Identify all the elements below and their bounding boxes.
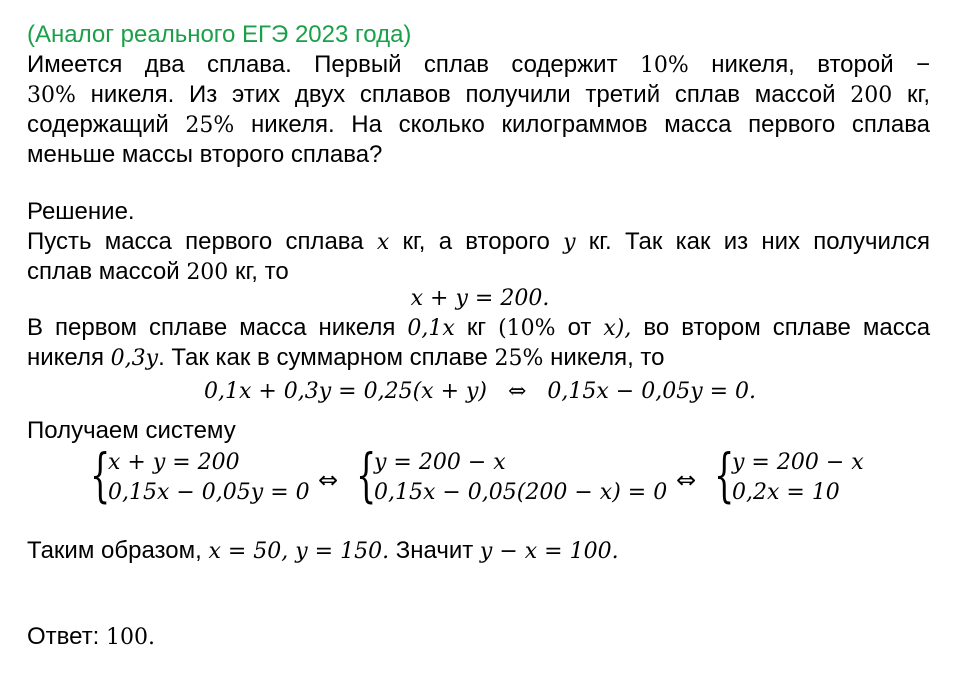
system-1-eq-1: x + y = 200 (108, 450, 240, 475)
answer: Ответ: 100. (27, 623, 156, 650)
answer-value: 100. (106, 625, 156, 650)
system-2 (356, 441, 676, 512)
equivalence-symbol: ⇔ (676, 466, 697, 494)
page-title: (Аналог реального ЕГЭ 2023 года) (27, 21, 412, 48)
equation-nickel: 0,1x + 0,3y = 0,25(x + y) ⇔ 0,15x − 0,05y = 0. (203, 379, 757, 404)
problem-line-2: 30% никеля. Из этих двух сплавов получили третий сплав массой 200 кг, (27, 81, 931, 108)
system-3-eq-1: y = 200 − x (732, 450, 864, 475)
equivalence-symbol: ⇔ (318, 466, 339, 494)
system-3-eq-2: 0,2x = 10 (732, 480, 840, 505)
solution-line-3: В первом сплаве масса никеля 0,1x кг (10% от x), во втором сплаве масса (27, 314, 931, 341)
solution-line-2: сплав массой 200 кг, то (27, 258, 289, 285)
problem-line-1: Имеется два сплава. Первый сплав содержит 10% никеля, второй − (27, 51, 930, 78)
problem-line-3: содержащий 25% никеля. На сколько килограммов масса первого сплава (27, 111, 931, 138)
system-2-eq-2: 0,15x − 0,05(200 − x) = 0 (374, 480, 668, 505)
equation-sum: x + y = 200. (410, 286, 550, 311)
conclusion: Таким образом, x = 50, y = 150. Значит y − x = 100. (27, 537, 619, 564)
system-1 (90, 441, 320, 512)
system-1-eq-2: 0,15x − 0,05y = 0 (108, 480, 310, 505)
brace-icon: { (356, 441, 377, 509)
brace-icon: { (714, 441, 735, 509)
solution-line-4: никеля 0,3y. Так как в суммарном сплаве 25% никеля, то (27, 344, 665, 371)
problem-line-4: меньше массы второго сплава? (27, 141, 383, 168)
solution-heading: Решение. (27, 198, 135, 225)
system-intro: Получаем систему (27, 417, 236, 444)
solution-line-1: Пусть масса первого сплава x кг, а второго y кг. Так как из них получился (27, 228, 930, 255)
system-3 (714, 441, 914, 512)
system-2-eq-1: y = 200 − x (374, 450, 506, 475)
brace-icon: { (90, 441, 111, 509)
